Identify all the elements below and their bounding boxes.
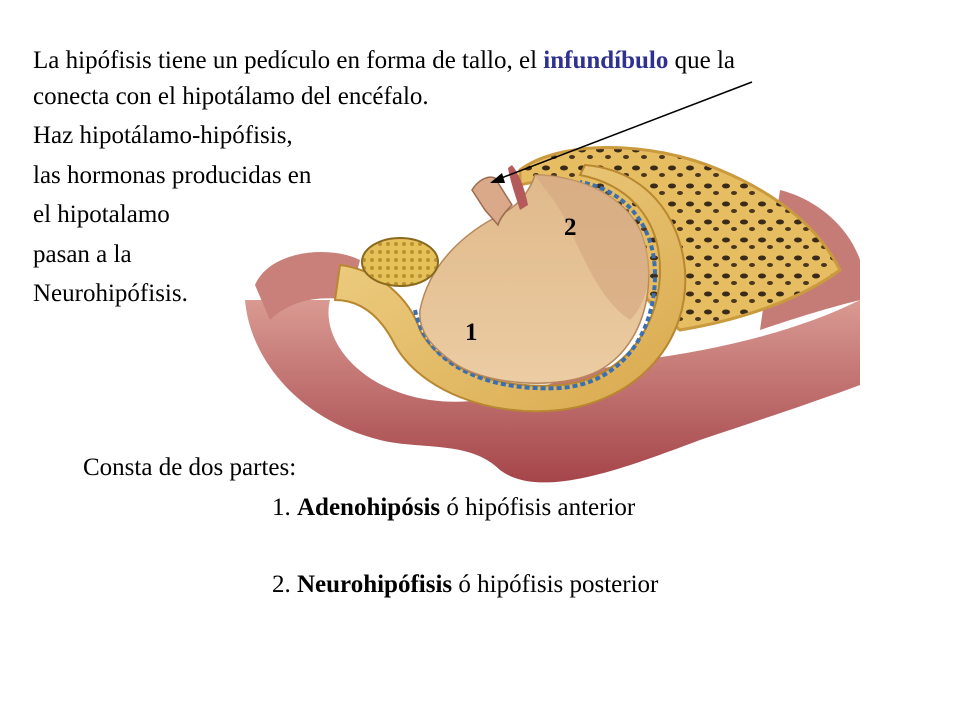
axis-line-3: el hipotalamo: [33, 201, 170, 228]
figure-label-2: 2: [564, 214, 577, 241]
intro-line-1: [33, 46, 735, 76]
intro-line-2: conecta con el hipotálamo del encéfalo.: [33, 83, 429, 110]
parts-heading: Consta de dos partes:: [83, 454, 297, 481]
neurohipofisis-term: Neurohipófisis: [297, 571, 453, 598]
parts-item-2-number: 2.: [272, 571, 297, 598]
parts-item-1-rest: ó hipófisis anterior: [440, 494, 636, 521]
axis-line-5: Neurohipófisis.: [33, 280, 188, 307]
axis-line-1: Haz hipotálamo-hipófisis,: [33, 122, 293, 149]
axis-line-2: las hormonas producidas en: [33, 162, 312, 189]
optic-structure: [362, 238, 438, 286]
figure-label-1: 1: [465, 319, 478, 346]
parts-item-1-number: 1.: [272, 494, 297, 521]
parts-item-2-rest: ó hipófisis posterior: [452, 571, 659, 598]
intro-line-1-after: que la: [668, 47, 736, 74]
intro-line-1-before: La hipófisis tiene un pedículo en forma de tallo, el: [33, 47, 544, 74]
adenohipofisis-term: Adenohipósis: [297, 494, 441, 521]
infundibulum-keyword: infundíbulo: [543, 47, 669, 74]
parts-item-2: [272, 570, 658, 600]
parts-item-1: [272, 493, 635, 523]
axis-line-4: pasan a la: [33, 241, 132, 268]
